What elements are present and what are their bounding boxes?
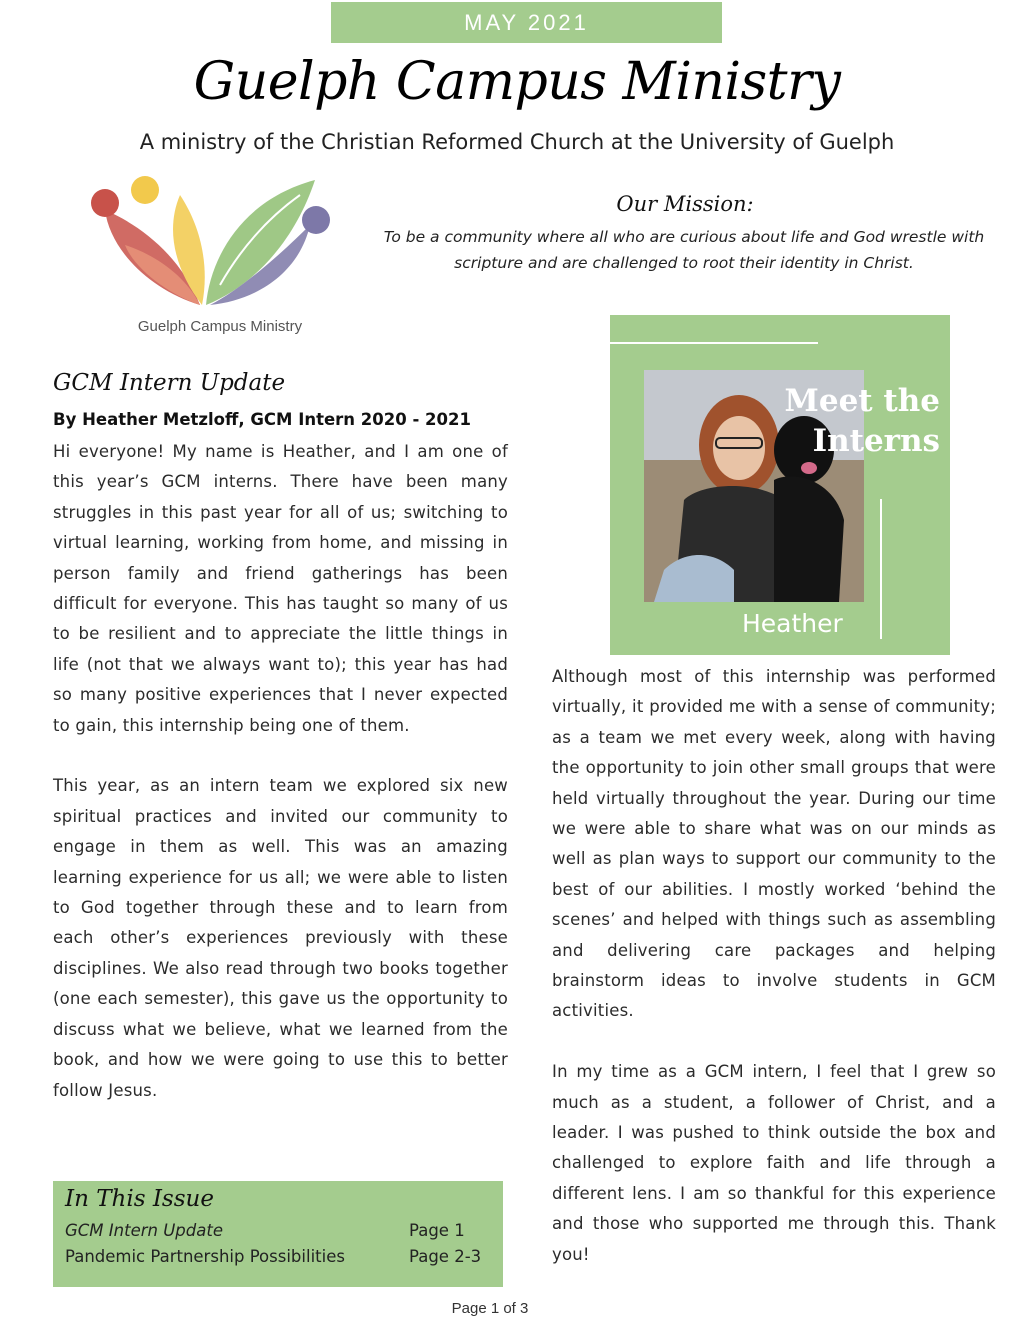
in-this-issue-box [53,1181,503,1287]
article-title: GCM Intern Update [53,370,286,396]
newsletter-subtitle: A ministry of the Christian Reformed Church at the University of Guelph [139,130,895,154]
logo-text: Guelph Campus Ministry [137,318,303,335]
article-paragraph: In my time as a GCM intern, I feel that I grew so much as a student, a follower of Christ, and a leader. I was pushed to think outside the box and challenged to explore faith and life through a different lens. I am so thankful for this experience and those who supported me through this. Thank you! [552,1062,996,1264]
page-number: Page 1 of 3 [451,1300,529,1317]
issue-date: MAY 2021 [464,9,589,35]
card-divider-top [610,342,818,344]
article-column-left [53,437,508,1106]
logo-graphic-icon [80,170,340,320]
date-banner [331,2,722,43]
issue-item-label: GCM Intern Update [65,1221,223,1240]
issue-item-page: Page 2-3 [409,1247,482,1266]
article-paragraph: Hi everyone! My name is Heather, and I am one of this year’s GCM interns. There have been many struggles in this past year for all of us; switching to virtual learning, working from home, and missing in person family and friend gatherings has been difficult for everyone. This has taught so many of us to be resilient and to appreciate the little things in life (not that we always want to); this year has had so many positive experiences that I never expected to gain, this internship being one of them. [53,442,508,735]
meet-heading-line1: Meet the [784,383,940,419]
article-column-right [552,662,996,1270]
meet-the-interns-card [610,315,950,655]
in-this-issue-title: In This Issue [65,1186,214,1212]
newsletter-title: Guelph Campus Ministry [193,52,841,112]
issue-item-page: Page 1 [409,1221,465,1240]
issue-item-label: Pandemic Partnership Possibilities [65,1247,345,1266]
card-divider-right [880,499,882,639]
mission-title: Our Mission: [616,192,754,216]
meet-the-interns-heading [785,381,940,461]
ministry-logo [80,170,340,345]
mission-statement: To be a community where all who are curious about life and God wrestle with scripture and are challenged to root their identity in Christ. [383,228,985,272]
article-paragraph: This year, as an intern team we explored six new spiritual practices and invited our community to engage in them as well. This was an amazing learning experience for us all; we were able to listen to God together through these and to learn from each other’s experiences previously with these disciplines. We also read through two books together (one each semester), this gave us the opportunity to discuss what we believe, what we learned from the book, and how we were going to use this to better follow Jesus. [53,776,508,1100]
article-byline: By Heather Metzloff, GCM Intern 2020 - 2021 [53,410,471,429]
article-paragraph: Although most of this internship was performed virtually, it provided me with a sense of community; as a team we met every week, along with having the opportunity to join other small groups that were held virtually throughout the year. During our time we were able to share what was on our minds as well as plan ways to support our community to the best of our abilities. I mostly worked ‘behind the scenes’ and helped with things such as assembling and delivering care packages and helping brainstorm ideas to involve students in GCM activities. [552,667,996,1021]
intern-name: Heather [742,609,843,638]
meet-heading-line2: Interns [812,423,940,459]
